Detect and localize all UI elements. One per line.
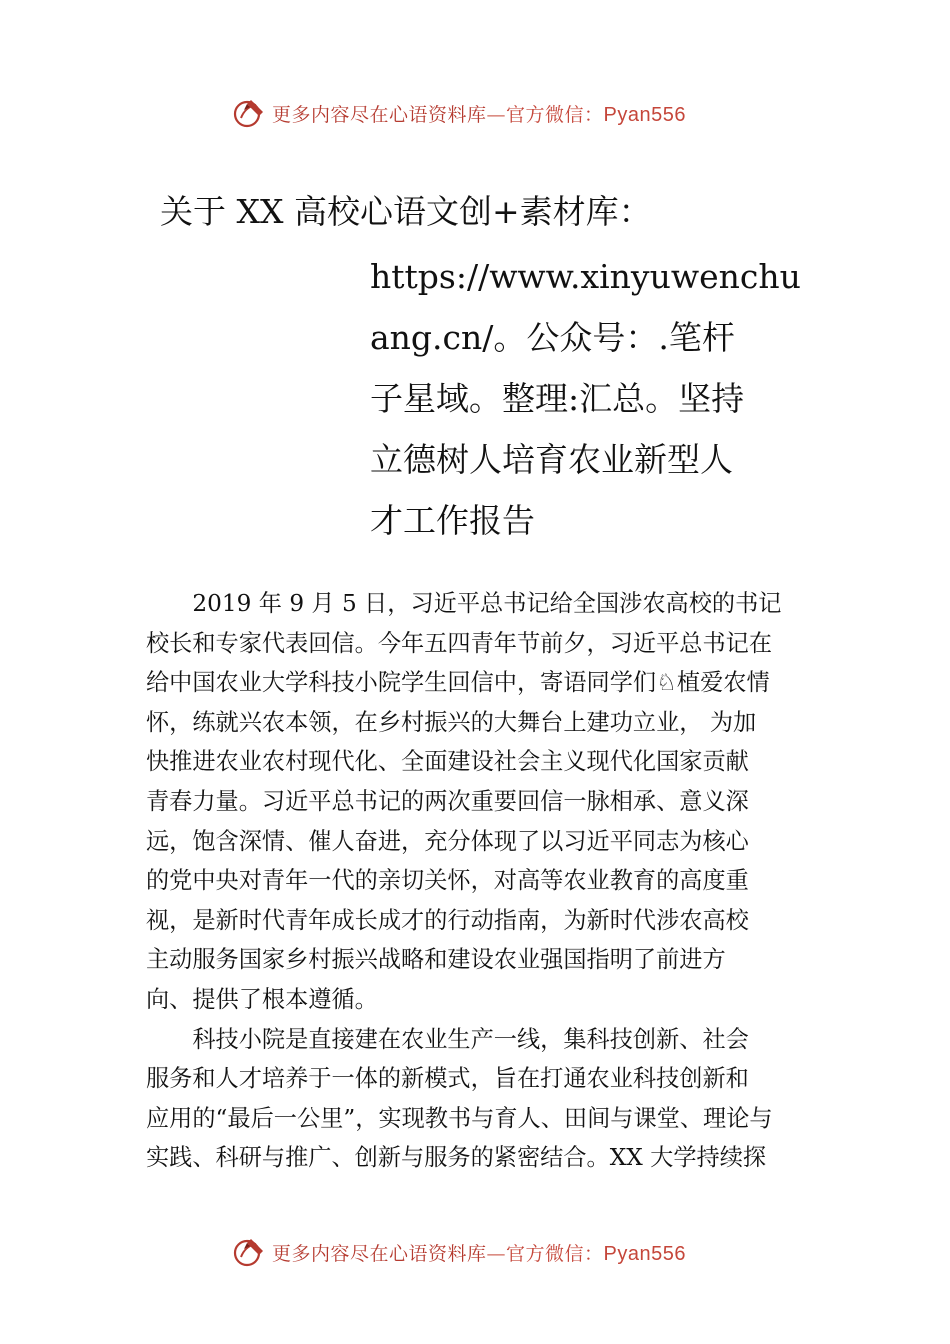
body-line: 给中国农业大学科技小院学生回信中，寄语同学们♘植爱农情 bbox=[146, 669, 770, 697]
banner-text: 更多内容尽在心语资料库—官方微信：Pyan556 bbox=[272, 103, 687, 126]
body-line: 的党中央对青年一代的亲切关怀，对高等农业教育的高度重 bbox=[146, 867, 749, 895]
body-line: 快推进农业农村现代化、全面建设社会主义现代化国家贡献 bbox=[146, 748, 749, 776]
title-line: https://www.xinyuwenchu bbox=[370, 257, 801, 296]
footer-banner bbox=[0, 1232, 950, 1272]
document-title-line-1: 关于 XX 高校心语文创+素材库： bbox=[160, 192, 652, 231]
body-line: 2019 年 9 月 5 日，习近平总书记给全国涉农高校的书记 bbox=[146, 590, 782, 617]
title-line: 才工作报告 bbox=[370, 501, 535, 540]
title-line: ang.cn/。公众号：.笔杆 bbox=[370, 318, 735, 357]
title-line: 立德树人培育农业新型人 bbox=[370, 440, 733, 479]
banner-account: Pyan556 bbox=[603, 1242, 687, 1265]
banner-account: Pyan556 bbox=[603, 103, 687, 126]
body-line: 应用的“最后一公里”，实现教书与育人、田间与课堂、理论与 bbox=[146, 1104, 773, 1132]
header-banner bbox=[0, 93, 950, 133]
body-line: 视，是新时代青年成长成才的行动指南，为新时代涉农高校 bbox=[146, 906, 749, 934]
title-line: 子星域。整理:汇总。坚持 bbox=[370, 379, 745, 418]
body-line: 校长和专家代表回信。今年五四青年节前夕，习近平总书记在 bbox=[146, 629, 773, 657]
body-line: 向、提供了根本遵循。 bbox=[146, 985, 378, 1013]
pen-logo-icon bbox=[232, 96, 266, 130]
body-line: 远，饱含深情、催人奋进，充分体现了以习近平同志为核心 bbox=[146, 827, 749, 855]
banner-text: 更多内容尽在心语资料库—官方微信：Pyan556 bbox=[272, 1242, 687, 1265]
body-line: 服务和人才培养于一体的新模式，旨在打通农业科技创新和 bbox=[146, 1065, 749, 1093]
body-line: 主动服务国家乡村振兴战略和建设农业强国指明了前进方 bbox=[146, 946, 726, 974]
body-line: 实践、科研与推广、创新与服务的紧密结合。XX 大学持续探 bbox=[146, 1144, 767, 1172]
body-line: 科技小院是直接建在农业生产一线，集科技创新、社会 bbox=[146, 1025, 749, 1053]
body-line: 青春力量。习近平总书记的两次重要回信一脉相承、意义深 bbox=[146, 787, 749, 815]
document-body bbox=[146, 584, 826, 1178]
pen-logo-icon bbox=[232, 1235, 266, 1269]
document-title-block bbox=[370, 246, 801, 551]
body-line: 怀，练就兴农本领，在乡村振兴的大舞台上建功立业， 为加 bbox=[146, 708, 757, 736]
